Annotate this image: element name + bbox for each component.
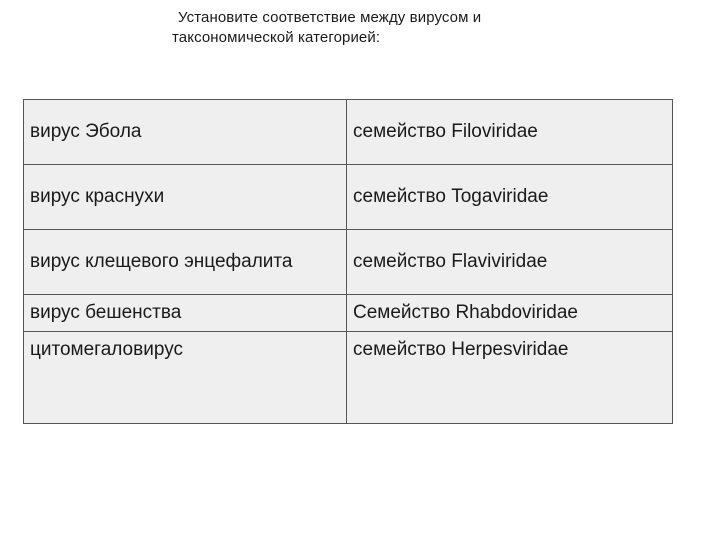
task-title-line-2: таксономической категорией:: [172, 29, 381, 46]
family-cell: Семейство Rhabdoviridae: [347, 295, 672, 332]
virus-cell: цитомегаловирус: [30, 339, 183, 360]
virus-cell-stack: [24, 295, 347, 424]
family-cell: семейство Herpesviridae: [353, 339, 569, 360]
family-cell: семейство Togaviridae: [347, 165, 673, 230]
family-cell: семейство Flaviviridae: [347, 230, 673, 295]
table-row: [24, 100, 673, 165]
virus-cell: вирус краснухи: [24, 165, 347, 230]
family-cell: семейство Filoviridae: [347, 100, 673, 165]
virus-cell: вирус Эбола: [24, 100, 347, 165]
table-row: [24, 295, 673, 424]
virus-cell: вирус бешенства: [24, 295, 346, 332]
task-title: [172, 8, 592, 48]
family-cell-stack: [347, 295, 673, 424]
table-row: [24, 165, 673, 230]
task-title-line-1: Установите соответствие между вирусом и: [178, 9, 482, 26]
matching-table: [23, 99, 673, 424]
virus-cell: вирус клещевого энцефалита: [24, 230, 347, 295]
table-row: [24, 230, 673, 295]
